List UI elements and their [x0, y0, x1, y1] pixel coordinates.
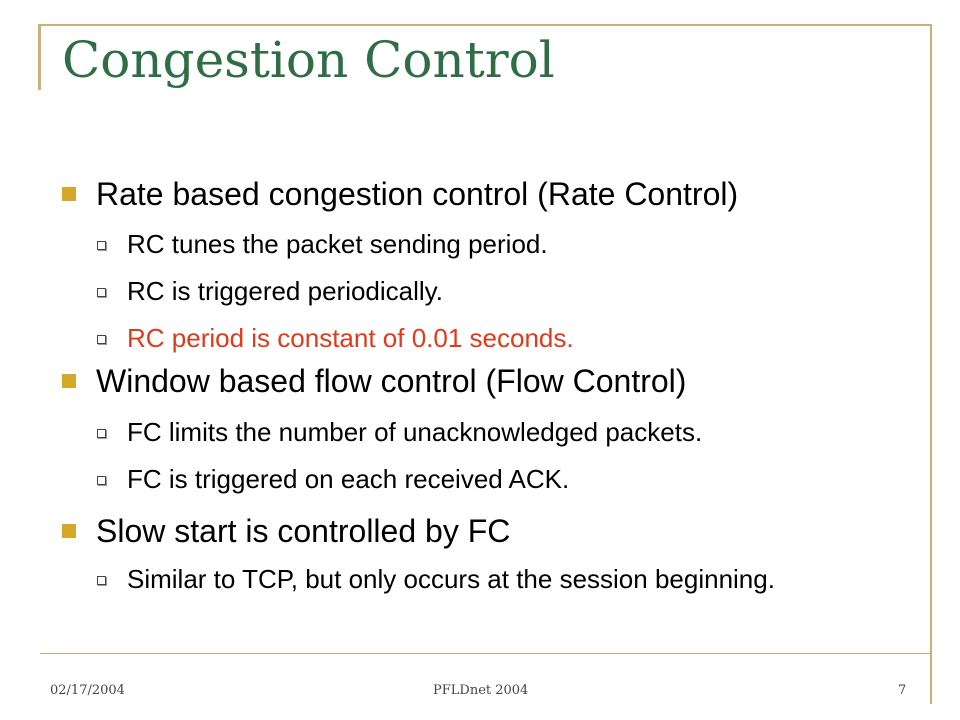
- bullet-slow-start: [62, 512, 510, 550]
- box-bullet-icon: [97, 241, 106, 250]
- footer-date: 02/17/2004: [50, 683, 125, 698]
- box-bullet-icon: [97, 476, 106, 485]
- sub-bullet-text: FC is triggered on each received ACK.: [127, 464, 570, 494]
- sub-bullet: [97, 563, 837, 595]
- sub-bullet: [97, 275, 443, 307]
- sub-bullet-text: RC tunes the packet sending period.: [127, 229, 548, 259]
- sub-bullet: [97, 228, 548, 260]
- square-bullet-icon: [62, 524, 76, 538]
- slide-title: Congestion Control: [62, 31, 555, 89]
- sub-bullet: [97, 463, 569, 495]
- square-bullet-icon: [62, 187, 76, 201]
- sub-bullet-text: Similar to TCP, but only occurs at the session beginning.: [127, 564, 775, 594]
- bullet-rate-control: [62, 175, 738, 213]
- footer-event: PFLDnet 2004: [433, 683, 529, 698]
- box-bullet-icon: [97, 429, 106, 438]
- sub-bullet-text: FC limits the number of unacknowledged packets.: [127, 417, 703, 447]
- bullet-text: Window based flow control (Flow Control): [96, 363, 687, 399]
- sub-bullet-text: RC is triggered periodically.: [127, 276, 443, 306]
- box-bullet-icon: [97, 288, 106, 297]
- sub-bullet: [97, 416, 702, 448]
- bullet-text: Slow start is controlled by FC: [96, 513, 511, 549]
- box-bullet-icon: [97, 335, 106, 344]
- square-bullet-icon: [62, 374, 76, 388]
- box-bullet-icon: [97, 576, 106, 585]
- sub-bullet-highlighted: [97, 322, 574, 354]
- footer-page-number: 7: [898, 683, 907, 698]
- bullet-flow-control: [62, 362, 686, 400]
- sub-bullet-text: RC period is constant of 0.01 seconds.: [127, 323, 574, 353]
- bullet-text: Rate based congestion control (Rate Control): [96, 176, 739, 212]
